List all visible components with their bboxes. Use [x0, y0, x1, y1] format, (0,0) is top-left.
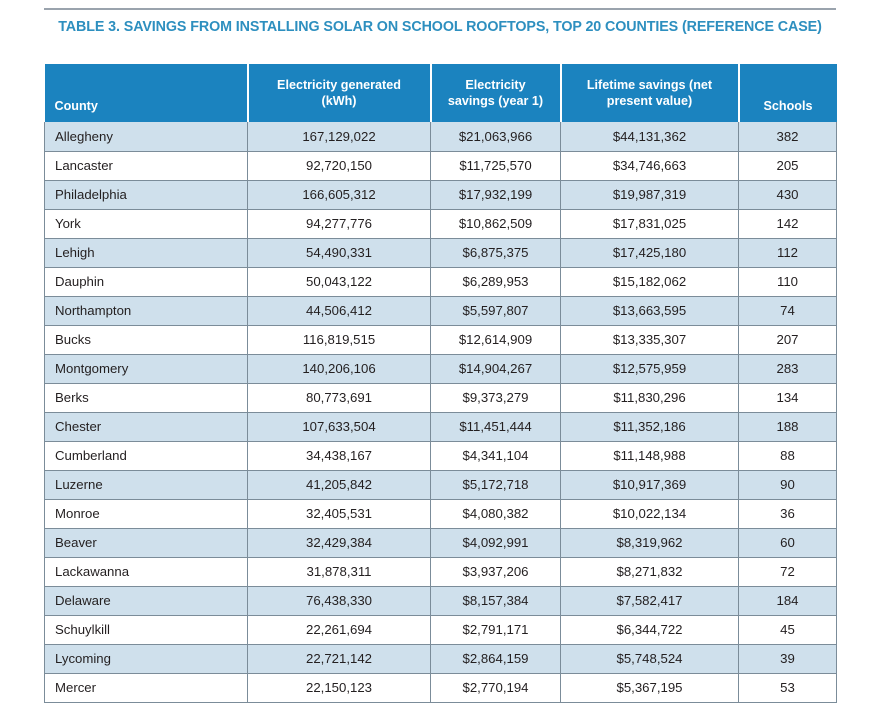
cell-electricity-generated: 41,205,842: [248, 470, 431, 499]
cell-electricity-savings: $5,597,807: [431, 296, 561, 325]
cell-lifetime-savings: $10,022,134: [561, 499, 739, 528]
top-divider-rule: [44, 8, 836, 10]
cell-county: Lehigh: [45, 238, 248, 267]
cell-county: Mercer: [45, 673, 248, 702]
cell-lifetime-savings: $11,352,186: [561, 412, 739, 441]
cell-lifetime-savings: $8,271,832: [561, 557, 739, 586]
cell-schools: 205: [739, 151, 837, 180]
cell-electricity-savings: $6,875,375: [431, 238, 561, 267]
cell-electricity-savings: $4,080,382: [431, 499, 561, 528]
cell-county: Lycoming: [45, 644, 248, 673]
table-container: [44, 64, 836, 703]
cell-lifetime-savings: $5,367,195: [561, 673, 739, 702]
cell-schools: 88: [739, 441, 837, 470]
cell-lifetime-savings: $5,748,524: [561, 644, 739, 673]
cell-electricity-generated: 34,438,167: [248, 441, 431, 470]
cell-lifetime-savings: $11,148,988: [561, 441, 739, 470]
cell-lifetime-savings: $17,831,025: [561, 209, 739, 238]
table-row: [45, 325, 837, 354]
table-title: TABLE 3. SAVINGS FROM INSTALLING SOLAR ON SCHOOL ROOFTOPS, TOP 20 COUNTIES (REFERENCE CASE): [58, 19, 822, 35]
cell-county: Lackawanna: [45, 557, 248, 586]
cell-county: Bucks: [45, 325, 248, 354]
cell-lifetime-savings: $11,830,296: [561, 383, 739, 412]
cell-electricity-savings: $5,172,718: [431, 470, 561, 499]
cell-lifetime-savings: $8,319,962: [561, 528, 739, 557]
table-row: [45, 470, 837, 499]
cell-electricity-savings: $11,725,570: [431, 151, 561, 180]
table-row: [45, 441, 837, 470]
cell-schools: 283: [739, 354, 837, 383]
cell-schools: 112: [739, 238, 837, 267]
cell-electricity-generated: 167,129,022: [248, 122, 431, 151]
cell-electricity-savings: $10,862,509: [431, 209, 561, 238]
cell-electricity-savings: $17,932,199: [431, 180, 561, 209]
cell-electricity-generated: 92,720,150: [248, 151, 431, 180]
cell-county: Montgomery: [45, 354, 248, 383]
cell-county: Northampton: [45, 296, 248, 325]
cell-county: Schuylkill: [45, 615, 248, 644]
table-row: [45, 267, 837, 296]
cell-schools: 72: [739, 557, 837, 586]
table-header: [45, 64, 837, 122]
table-row: [45, 296, 837, 325]
table-row: [45, 644, 837, 673]
table-header-row: [45, 64, 837, 122]
column-header-electricity-generated: Electricity generated (kWh): [248, 64, 431, 122]
cell-electricity-savings: $9,373,279: [431, 383, 561, 412]
cell-electricity-savings: $11,451,444: [431, 412, 561, 441]
cell-county: Luzerne: [45, 470, 248, 499]
table-row: [45, 499, 837, 528]
cell-electricity-generated: 80,773,691: [248, 383, 431, 412]
cell-electricity-savings: $8,157,384: [431, 586, 561, 615]
table-row: [45, 412, 837, 441]
cell-schools: 53: [739, 673, 837, 702]
cell-electricity-savings: $21,063,966: [431, 122, 561, 151]
table-row: [45, 557, 837, 586]
column-header-electricity-savings: Electricity savings (year 1): [431, 64, 561, 122]
cell-lifetime-savings: $13,335,307: [561, 325, 739, 354]
cell-electricity-savings: $4,341,104: [431, 441, 561, 470]
cell-schools: 188: [739, 412, 837, 441]
table-body: [45, 122, 837, 702]
table-row: [45, 151, 837, 180]
cell-electricity-generated: 107,633,504: [248, 412, 431, 441]
cell-county: Lancaster: [45, 151, 248, 180]
cell-schools: 142: [739, 209, 837, 238]
cell-electricity-savings: $12,614,909: [431, 325, 561, 354]
cell-lifetime-savings: $12,575,959: [561, 354, 739, 383]
savings-table: [44, 64, 837, 703]
cell-county: Dauphin: [45, 267, 248, 296]
cell-schools: 60: [739, 528, 837, 557]
cell-electricity-savings: $2,791,171: [431, 615, 561, 644]
cell-county: Cumberland: [45, 441, 248, 470]
table-row: [45, 615, 837, 644]
table-row: [45, 209, 837, 238]
cell-county: Berks: [45, 383, 248, 412]
cell-electricity-savings: $2,770,194: [431, 673, 561, 702]
cell-lifetime-savings: $13,663,595: [561, 296, 739, 325]
cell-electricity-savings: $2,864,159: [431, 644, 561, 673]
cell-schools: 430: [739, 180, 837, 209]
table-row: [45, 354, 837, 383]
cell-county: Philadelphia: [45, 180, 248, 209]
cell-electricity-generated: 166,605,312: [248, 180, 431, 209]
table-row: [45, 122, 837, 151]
cell-schools: 36: [739, 499, 837, 528]
cell-lifetime-savings: $34,746,663: [561, 151, 739, 180]
cell-electricity-generated: 94,277,776: [248, 209, 431, 238]
cell-electricity-generated: 22,721,142: [248, 644, 431, 673]
table-row: [45, 238, 837, 267]
cell-electricity-generated: 31,878,311: [248, 557, 431, 586]
cell-lifetime-savings: $7,582,417: [561, 586, 739, 615]
cell-electricity-savings: $6,289,953: [431, 267, 561, 296]
cell-schools: 184: [739, 586, 837, 615]
cell-county: Monroe: [45, 499, 248, 528]
table-row: [45, 673, 837, 702]
cell-county: Allegheny: [45, 122, 248, 151]
cell-electricity-generated: 32,429,384: [248, 528, 431, 557]
cell-lifetime-savings: $15,182,062: [561, 267, 739, 296]
cell-schools: 74: [739, 296, 837, 325]
cell-county: Delaware: [45, 586, 248, 615]
cell-electricity-generated: 32,405,531: [248, 499, 431, 528]
cell-schools: 382: [739, 122, 837, 151]
cell-electricity-generated: 54,490,331: [248, 238, 431, 267]
table-row: [45, 528, 837, 557]
cell-schools: 207: [739, 325, 837, 354]
table-row: [45, 180, 837, 209]
cell-electricity-generated: 116,819,515: [248, 325, 431, 354]
table-row: [45, 586, 837, 615]
cell-lifetime-savings: $17,425,180: [561, 238, 739, 267]
cell-schools: 110: [739, 267, 837, 296]
cell-lifetime-savings: $6,344,722: [561, 615, 739, 644]
cell-county: Beaver: [45, 528, 248, 557]
cell-schools: 90: [739, 470, 837, 499]
column-header-county: County: [45, 64, 248, 122]
cell-electricity-savings: $14,904,267: [431, 354, 561, 383]
column-header-lifetime-savings: Lifetime savings (net present value): [561, 64, 739, 122]
cell-electricity-savings: $4,092,991: [431, 528, 561, 557]
cell-electricity-generated: 76,438,330: [248, 586, 431, 615]
cell-county: York: [45, 209, 248, 238]
cell-schools: 39: [739, 644, 837, 673]
column-header-schools: Schools: [739, 64, 837, 122]
cell-electricity-generated: 50,043,122: [248, 267, 431, 296]
cell-electricity-generated: 140,206,106: [248, 354, 431, 383]
cell-lifetime-savings: $19,987,319: [561, 180, 739, 209]
cell-county: Chester: [45, 412, 248, 441]
cell-electricity-savings: $3,937,206: [431, 557, 561, 586]
cell-lifetime-savings: $44,131,362: [561, 122, 739, 151]
cell-schools: 134: [739, 383, 837, 412]
table-row: [45, 383, 837, 412]
cell-electricity-generated: 44,506,412: [248, 296, 431, 325]
cell-schools: 45: [739, 615, 837, 644]
cell-electricity-generated: 22,261,694: [248, 615, 431, 644]
cell-lifetime-savings: $10,917,369: [561, 470, 739, 499]
cell-electricity-generated: 22,150,123: [248, 673, 431, 702]
